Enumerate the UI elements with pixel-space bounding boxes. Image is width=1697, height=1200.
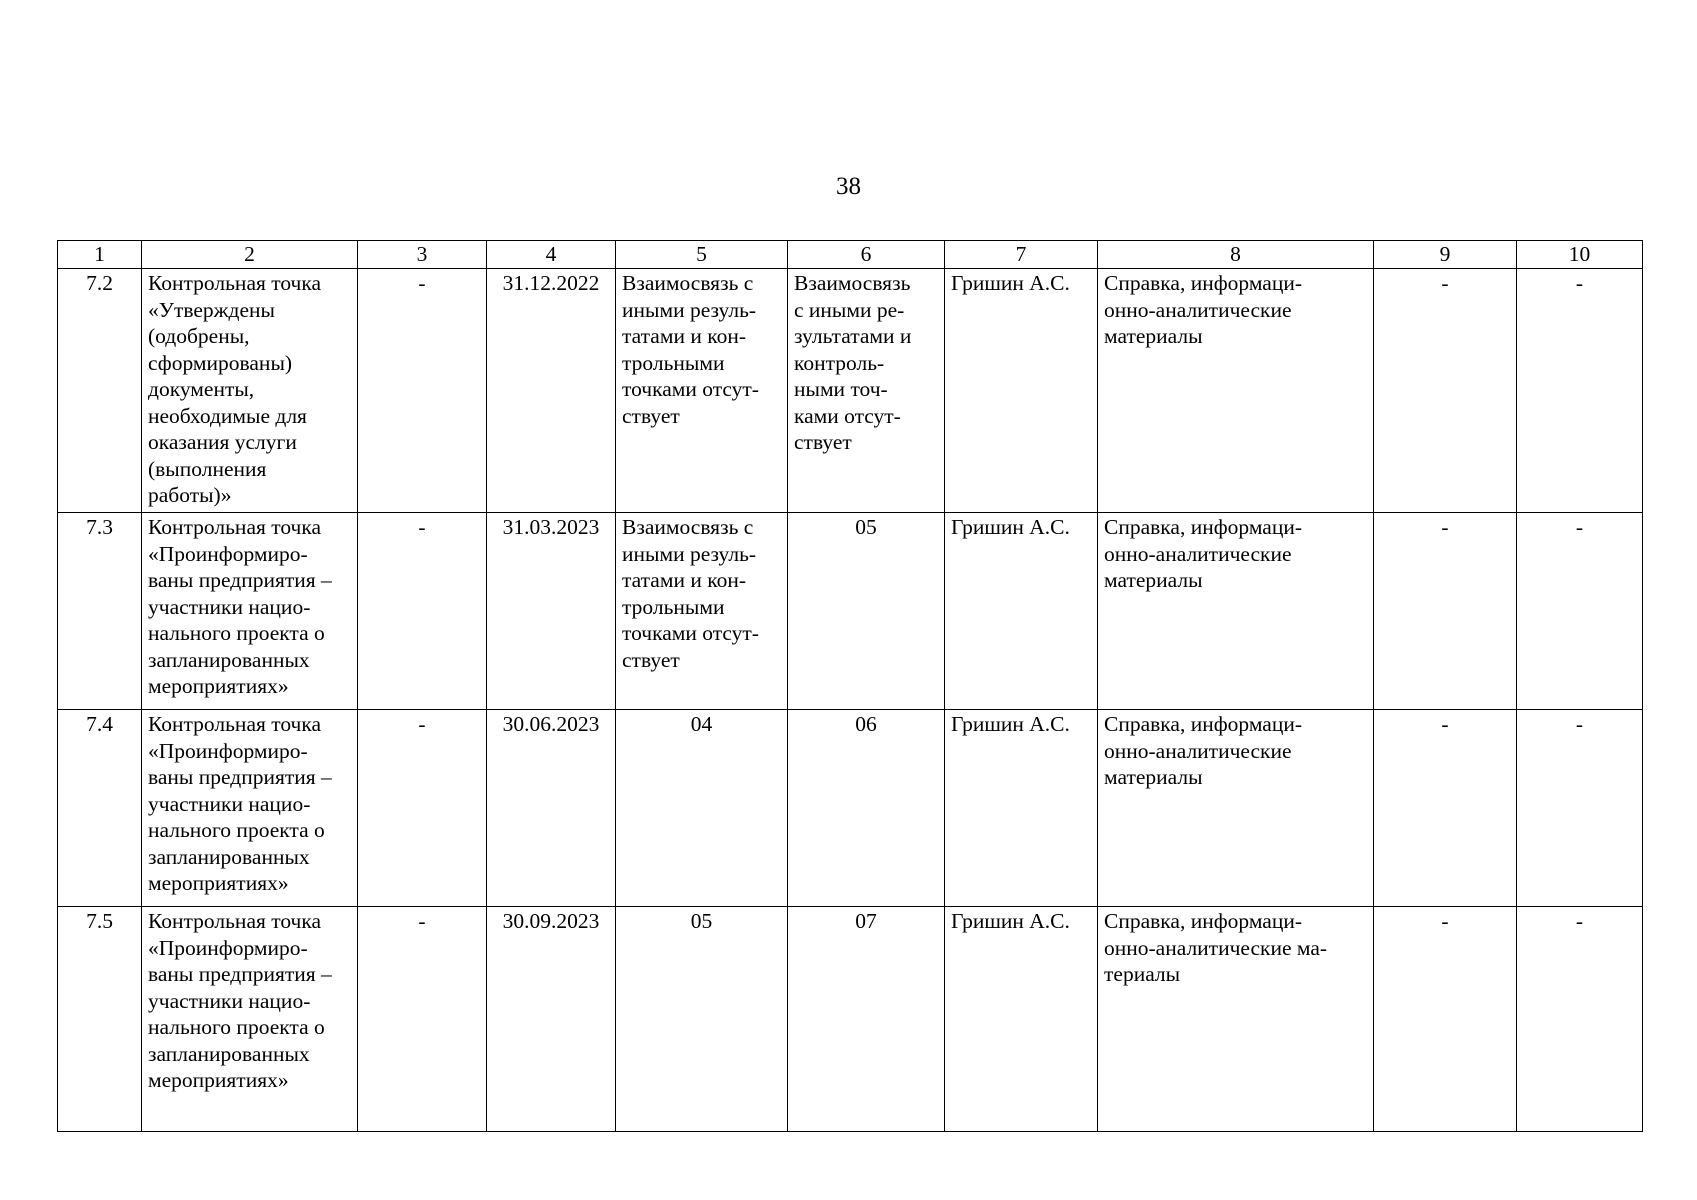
header-cell: 6 [788, 241, 945, 269]
col6-value: 06 [788, 710, 945, 907]
col6-value: Взаимосвязь с иными ре- зультатами и контроль- ными точ- ками отсут- ствует [788, 269, 945, 513]
control-points-table [57, 240, 1643, 1132]
col6-value: 05 [788, 513, 945, 710]
row-number: 7.2 [58, 269, 142, 513]
header-cell: 9 [1374, 241, 1517, 269]
col5-value: 05 [616, 907, 788, 1132]
header-cell: 10 [1517, 241, 1643, 269]
col3-value: - [358, 513, 487, 710]
row-number: 7.4 [58, 710, 142, 907]
header-cell: 3 [358, 241, 487, 269]
col10-value: - [1517, 269, 1643, 513]
col5-value: Взаимосвязь с иными резуль- татами и кон- трольными точками отсут- ствует [616, 269, 788, 513]
col9-value: - [1374, 907, 1517, 1132]
header-cell: 7 [945, 241, 1098, 269]
row-number: 7.3 [58, 513, 142, 710]
control-point-name: Контрольная точка «Проинформиро- ваны предприятия – участники нацио- нального проекта о запланированных мероприятиях» [142, 513, 358, 710]
col5-value: Взаимосвязь с иными резуль- татами и кон- трольными точками отсут- ствует [616, 513, 788, 710]
table-row [58, 513, 1643, 710]
col9-value: - [1374, 269, 1517, 513]
table-row [58, 907, 1643, 1132]
due-date: 30.06.2023 [487, 710, 616, 907]
responsible-person: Гришин А.С. [945, 907, 1098, 1132]
page-number: 38 [836, 173, 861, 200]
col10-value: - [1517, 710, 1643, 907]
due-date: 31.12.2022 [487, 269, 616, 513]
responsible-person: Гришин А.С. [945, 710, 1098, 907]
row-number: 7.5 [58, 907, 142, 1132]
header-cell: 2 [142, 241, 358, 269]
due-date: 31.03.2023 [487, 513, 616, 710]
col5-value: 04 [616, 710, 788, 907]
document-type: Справка, информаци- онно-аналитические материалы [1098, 710, 1374, 907]
due-date: 30.09.2023 [487, 907, 616, 1132]
document-type: Справка, информаци- онно-аналитические ма- териалы [1098, 907, 1374, 1132]
header-cell: 8 [1098, 241, 1374, 269]
col3-value: - [358, 710, 487, 907]
col9-value: - [1374, 513, 1517, 710]
col3-value: - [358, 269, 487, 513]
header-cell: 4 [487, 241, 616, 269]
table-row [58, 269, 1643, 513]
control-point-name: Контрольная точка «Утверждены (одобрены, сформированы) документы, необходимые для оказания услуги (выполнения работы)» [142, 269, 358, 513]
header-cell: 5 [616, 241, 788, 269]
header-cell: 1 [58, 241, 142, 269]
col9-value: - [1374, 710, 1517, 907]
col3-value: - [358, 907, 487, 1132]
col6-value: 07 [788, 907, 945, 1132]
responsible-person: Гришин А.С. [945, 513, 1098, 710]
col10-value: - [1517, 513, 1643, 710]
document-type: Справка, информаци- онно-аналитические материалы [1098, 269, 1374, 513]
document-type: Справка, информаци- онно-аналитические материалы [1098, 513, 1374, 710]
responsible-person: Гришин А.С. [945, 269, 1098, 513]
control-point-name: Контрольная точка «Проинформиро- ваны предприятия – участники нацио- нального проекта о запланированных мероприятиях» [142, 710, 358, 907]
table-header-row [58, 241, 1643, 269]
table-row [58, 710, 1643, 907]
control-point-name: Контрольная точка «Проинформиро- ваны предприятия – участники нацио- нального проекта о запланированных мероприятиях» [142, 907, 358, 1132]
col10-value: - [1517, 907, 1643, 1132]
